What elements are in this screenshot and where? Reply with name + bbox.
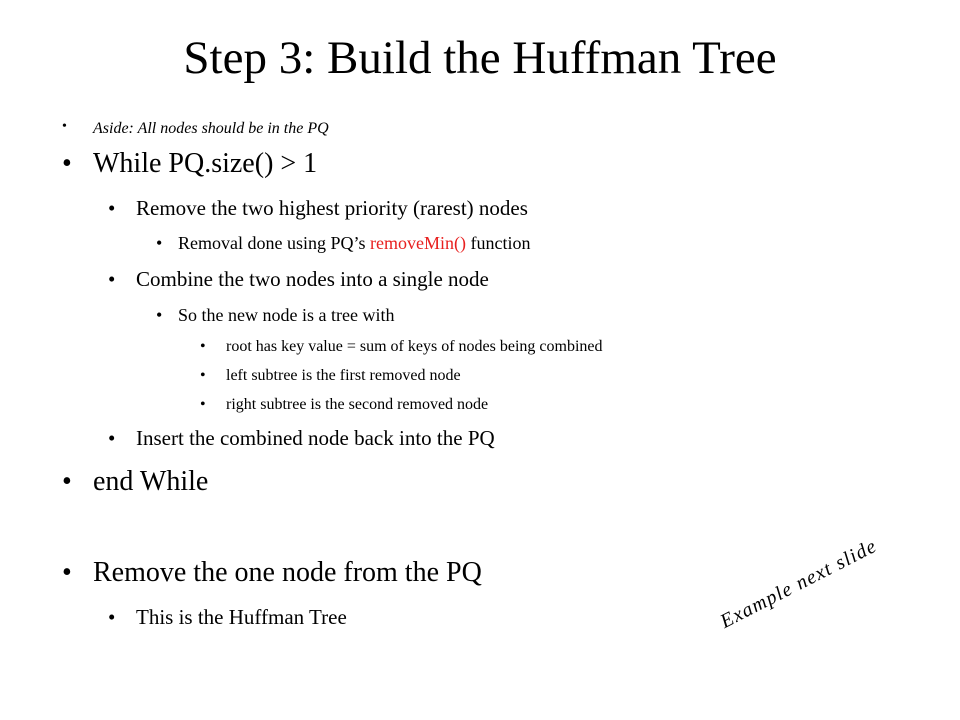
bullet-icon: • <box>108 267 116 291</box>
removal-suffix: function <box>465 233 531 253</box>
bullet-text: Aside: All nodes should be in the PQ <box>93 120 329 137</box>
bullet-icon: • <box>62 119 67 134</box>
bullet-icon: • <box>108 196 116 220</box>
removemin-code: removeMin() <box>370 233 466 253</box>
bullet-icon: • <box>62 148 72 179</box>
bullet-text <box>178 233 530 254</box>
bullet-text: left subtree is the first removed node <box>226 367 461 384</box>
example-next-slide-note: Example next slide <box>716 534 881 633</box>
bullet-icon: • <box>108 605 116 629</box>
slide-title: Step 3: Build the Huffman Tree <box>183 32 777 84</box>
bullet-icon: • <box>200 338 206 355</box>
bullet-text: This is the Huffman Tree <box>136 605 347 629</box>
bullet-icon: • <box>108 426 116 450</box>
bullet-icon: • <box>62 557 72 588</box>
bullet-text: Remove the two highest priority (rarest) nodes <box>136 196 528 220</box>
bullet-text: Remove the one node from the PQ <box>93 557 482 588</box>
bullet-text: Insert the combined node back into the PQ <box>136 426 495 450</box>
removal-prefix: Removal done using PQ’s <box>178 233 370 253</box>
bullet-icon: • <box>156 233 163 253</box>
bullet-icon: • <box>200 367 206 384</box>
bullet-text: end While <box>93 466 209 497</box>
bullet-icon: • <box>200 396 206 413</box>
bullet-text: So the new node is a tree with <box>178 305 395 325</box>
bullet-text: While PQ.size() > 1 <box>93 148 318 179</box>
bullet-icon: • <box>156 305 163 325</box>
bullet-text: root has key value = sum of keys of nodes being combined <box>226 338 603 355</box>
bullet-text: Combine the two nodes into a single node <box>136 267 489 291</box>
bullet-text: right subtree is the second removed node <box>226 396 489 413</box>
bullet-icon: • <box>62 466 72 497</box>
